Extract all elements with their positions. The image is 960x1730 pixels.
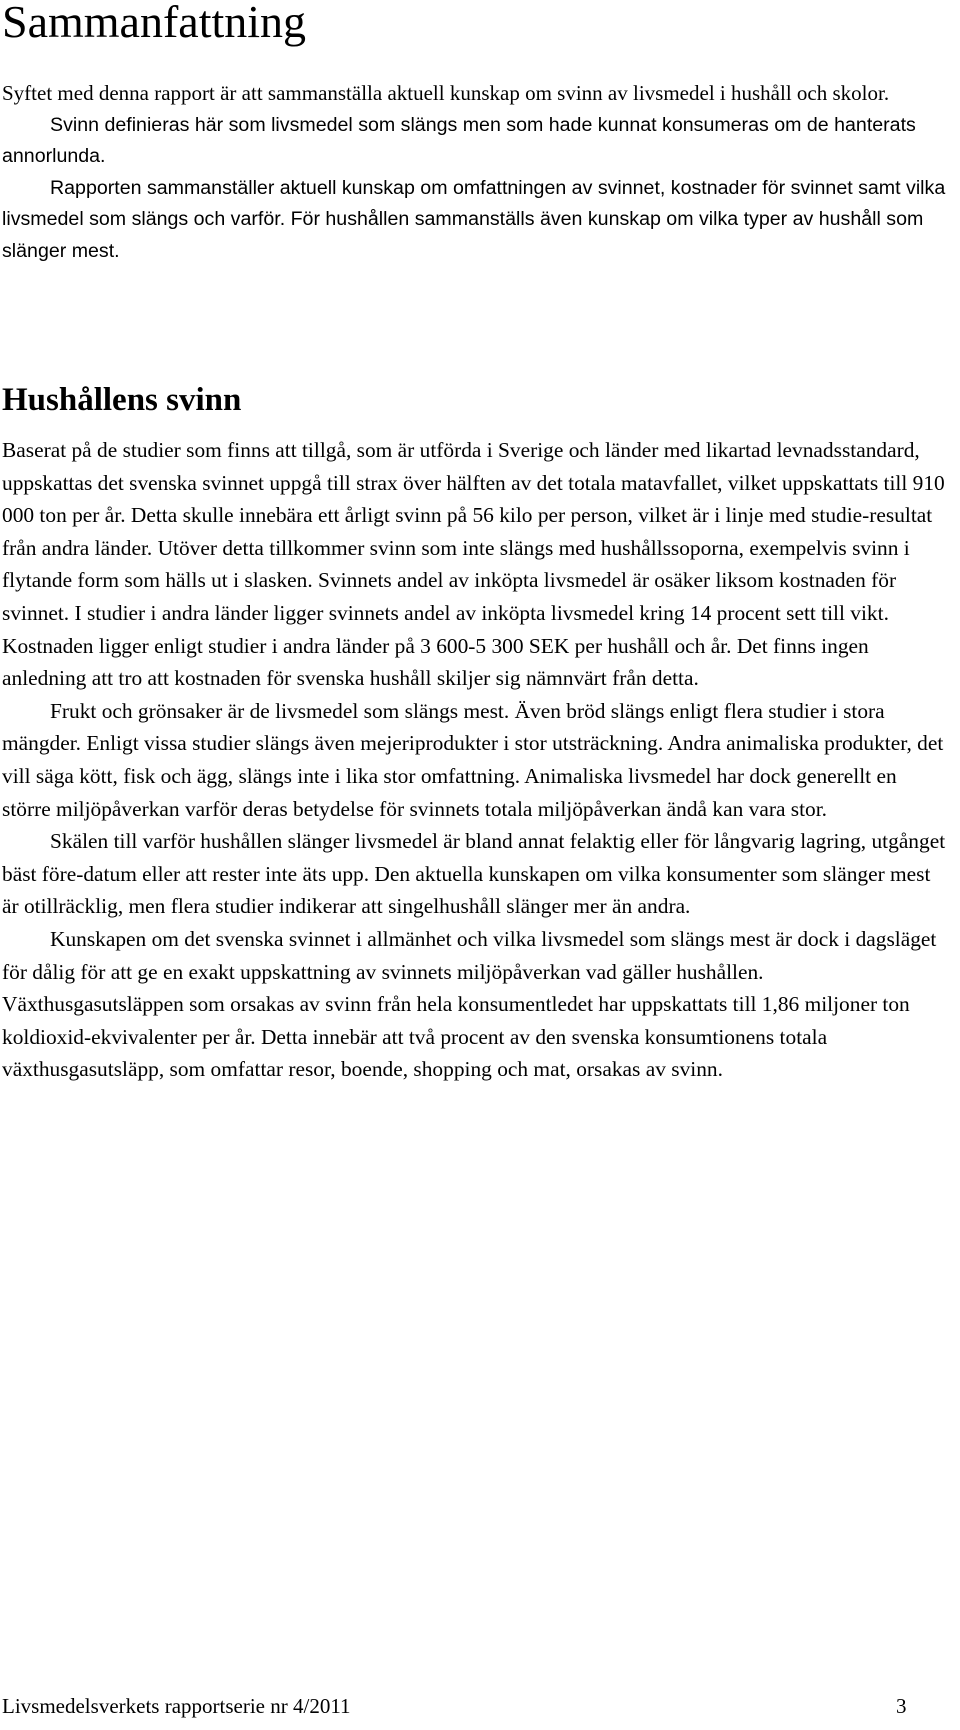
body-paragraph: Kunskapen om det svenska svinnet i allmänhet och vilka livsmedel som slängs mest är dock i dagsläget för dålig för att ge en exakt uppskattning av svinnets miljöpåverkan vad gäller hushållen. Växthusgasutsläppen som orsakas av svinn från hela konsumentledet har uppskattats till 1,86 miljoner ton koldioxid-ekvivalenter per år. Detta innebär att två procent av den svenska konsumtionens totala växthusgasutsläpp, som omfattar resor, boende, shopping och mat, orsakas av svinn. — [2, 926, 937, 1082]
footer-series-title: Livsmedelsverkets rapportserie nr 4/2011 — [2, 1694, 351, 1718]
summary-paragraph-definition: Svinn definieras här som livsmedel som slängs men som hade kunnat konsumeras om de hanterats annorlunda. — [2, 113, 916, 167]
body-paragraph: Skälen till varför hushållen slänger livsmedel är bland annat felaktig eller för långvarig lagring, utgånget bäst före-datum eller att rester inte äts upp. Den aktuella kunskapen om vilka konsumenter som slänger mest är otillräcklig, men flera studier indikerar att singelhushåll slänger mer än andra. — [2, 829, 946, 919]
section-body — [2, 434, 950, 1086]
section-heading: Hushållens svinn — [2, 382, 242, 418]
body-paragraph: Baserat på de studier som finns att tillgå, som är utförda i Sverige och länder med likartad levnadsstandard, uppskattas det svenska svinnet uppgå till strax över hälften av det totala matavfallet, vilket uppskattats till 910 000 ton per år. Detta skulle innebära ett årligt svinn på 56 kilo per person, vilket är i linje med studie-resultat från andra länder. Utöver detta tillkommer svinn som inte slängs med hushållssoporna, exempelvis svinn i flytande form som hälls ut i slasken. Svinnets andel av inköpta livsmedel är osäker liksom kostnaden för svinnet. I studier i andra länder ligger svinnets andel av inköpta livsmedel kring 14 procent sett till vikt. Kostnaden ligger enligt studier i andra länder på 3 600-5 300 SEK per hushåll och år. Det finns ingen anledning att tro att kostnaden för svenska hushåll skiljer sig nämnvärt från detta. — [2, 438, 945, 691]
page-title: Sammanfattning — [2, 0, 307, 47]
summary-paragraph-purpose: Syftet med denna rapport är att sammanställa aktuell kunskap om svinn av livsmedel i hushåll och skolor. — [2, 81, 890, 105]
page-number: 3 — [896, 1694, 907, 1718]
summary-section — [2, 78, 960, 267]
summary-paragraph-scope: Rapporten sammanställer aktuell kunskap om omfattningen av svinnet, kostnader för svinnet samt vilka livsmedel som slängs och varför. För hushållen sammanställs även kunskap om vilka typer av hushåll som slänger mest. — [2, 176, 946, 262]
body-paragraph: Frukt och grönsaker är de livsmedel som slängs mest. Även bröd slängs enligt flera studier i stora mängder. Enligt vissa studier slängs även mejeriprodukter i stor utsträckning. Andra animaliska produkter, det vill säga kött, fisk och ägg, slängs inte i lika stor omfattning. Animaliska livsmedel har dock generellt en större miljöpåverkan varför deras betydelse för svinnets totala miljöpåverkan ändå kan vara stor. — [2, 698, 944, 821]
